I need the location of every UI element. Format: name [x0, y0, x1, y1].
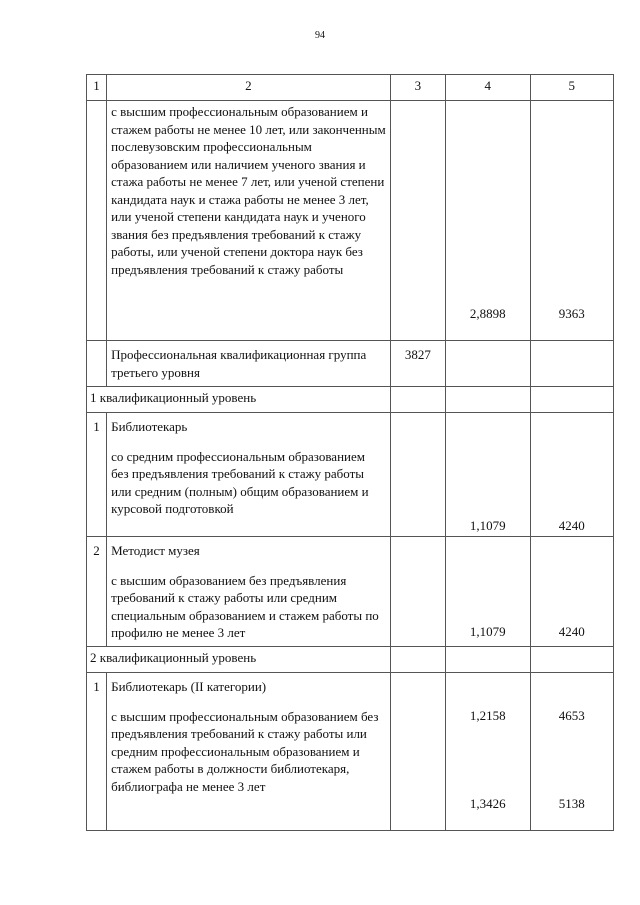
table-row [87, 413, 614, 537]
position-title: Библиотекарь [111, 419, 188, 434]
table-row [87, 101, 614, 341]
requirement-text: со средним профессиональным образованием без предъявления требований к стажу работы или средним (полным) общим образованием и курсовой подготовкой [111, 448, 369, 516]
header-col-2: 2 [107, 75, 391, 101]
salary: 4240 [530, 413, 614, 537]
group-title: Профессиональная квалификационная группа третьего уровня [107, 341, 391, 387]
level-title: 1 квалификационный уровень [87, 387, 391, 413]
coefficient: 1,2158 [469, 708, 506, 723]
header-col-5: 5 [530, 75, 614, 101]
item-number: 2 [87, 537, 107, 647]
salary: 5138 [558, 795, 585, 811]
requirement-text: с высшим образованием без предъявления требований к стажу работы или средним специальным образованием и стажем работы по профилю не менее 3 лет [111, 572, 379, 640]
position-title: Библиотекарь (II категории) [111, 679, 267, 694]
table-header-row [87, 75, 614, 101]
item-number: 1 [87, 413, 107, 537]
level-title: 2 квалификационный уровень [87, 647, 391, 673]
table-row [87, 387, 614, 413]
coefficient: 2,8898 [446, 101, 530, 341]
item-number: 1 [87, 673, 107, 831]
coefficient: 1,1079 [446, 537, 530, 647]
coefficient: 1,1079 [446, 413, 530, 537]
page-number: 94 [315, 30, 325, 41]
coefficient: 1,3426 [469, 795, 506, 811]
requirement-text: с высшим профессиональным образованием без предъявления требований к стажу работы или средним профессиональным образованием и стажем работы в должности библиотекаря, библиографа не менее 3 лет [111, 708, 379, 794]
salary: 4240 [530, 537, 614, 647]
table-row [87, 647, 614, 673]
header-col-4: 4 [446, 75, 530, 101]
table-row [87, 341, 614, 387]
salary: 9363 [530, 101, 614, 341]
table-row [87, 673, 614, 831]
header-col-3: 3 [390, 75, 445, 101]
header-col-1: 1 [87, 75, 107, 101]
group-code: 3827 [390, 341, 445, 387]
position-title: Методист музея [111, 543, 200, 558]
salary-table [86, 74, 614, 831]
table-row [87, 537, 614, 647]
salary: 4653 [558, 708, 585, 723]
requirement-text: с высшим профессиональным образованием и стажем работы не менее 10 лет, или законченным послевузовским профессиональным образованием или наличием ученого звания и стажа работы не менее 7 лет, или ученой степени кандидата наук и стажа работы не менее 3 лет, или ученой степени кандидата наук и ученого звания без предъявления требований к стажу работы, или ученой степени доктора наук без предъявления требований к стажу работы [107, 101, 391, 341]
